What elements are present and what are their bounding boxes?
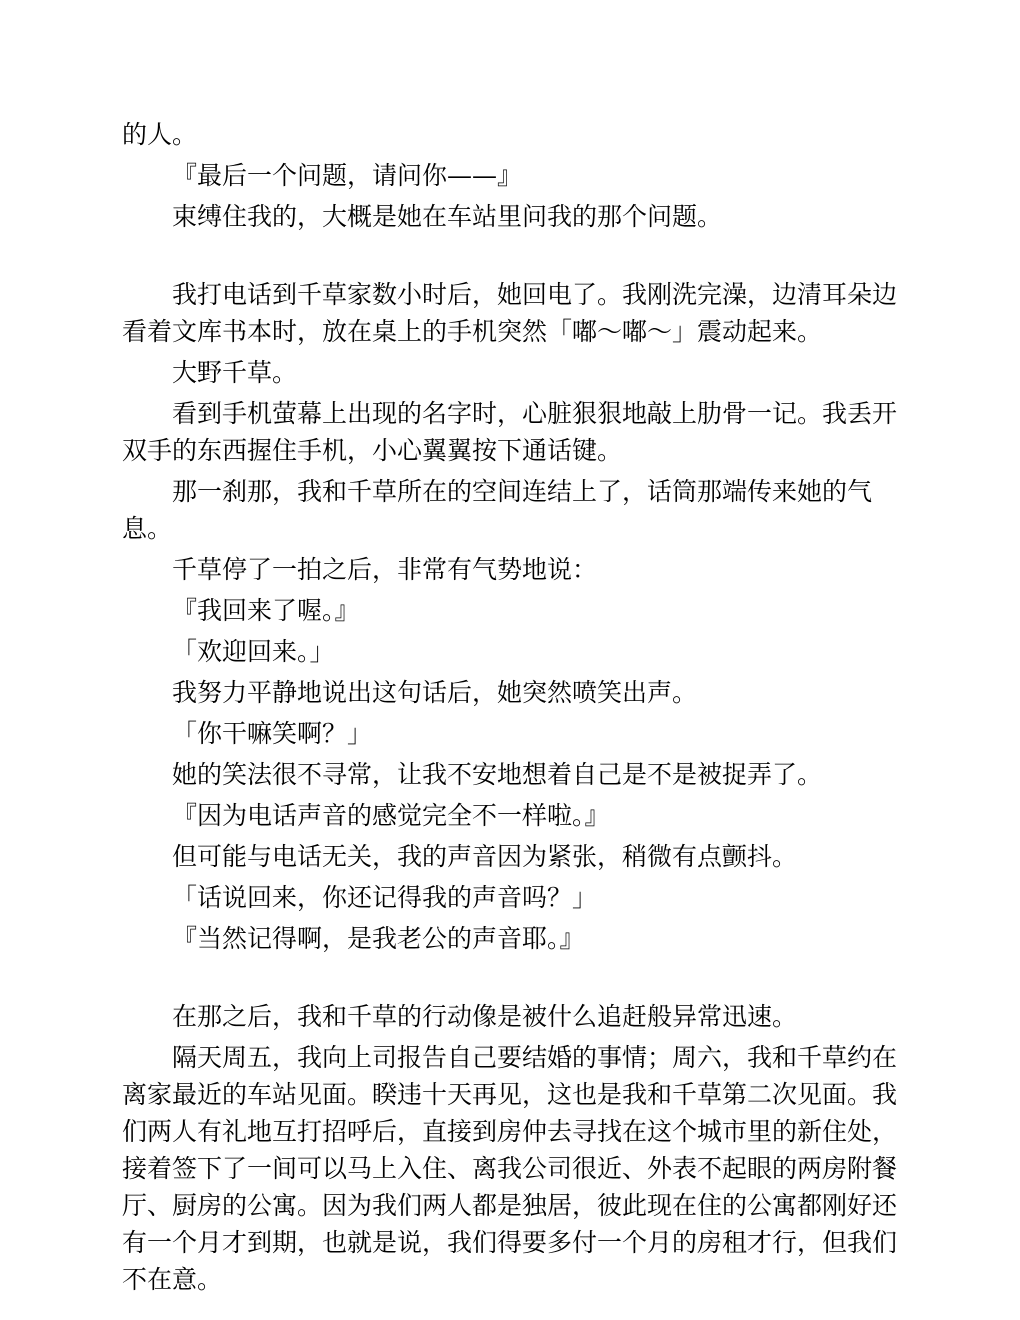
paragraph: 大野千草。 bbox=[172, 358, 298, 387]
dialogue-line: 『因为电话声音的感觉完全不一样啦。』 bbox=[172, 801, 610, 830]
dialogue-line: 「欢迎回来。」 bbox=[172, 637, 335, 666]
dialogue-line: 『我回来了喔。』 bbox=[172, 596, 360, 625]
paragraph: 那一刹那，我和千草所在的空间连结上了，话筒那端传来她的气息。 bbox=[122, 477, 873, 543]
paragraph: 的人。 bbox=[122, 120, 198, 149]
paragraph: 『最后一个问题，请问你——』 bbox=[172, 161, 523, 190]
section-break bbox=[122, 239, 898, 276]
paragraph: 她的笑法很不寻常，让我不安地想着自己是不是被捉弄了。 bbox=[172, 760, 823, 789]
paragraph: 我努力平静地说出这句话后，她突然喷笑出声。 bbox=[172, 678, 698, 707]
dialogue-line: 「话说回来，你还记得我的声音吗？」 bbox=[172, 883, 598, 912]
paragraph: 但可能与电话无关，我的声音因为紧张，稍微有点颤抖。 bbox=[172, 842, 798, 871]
paragraph: 看到手机萤幕上出现的名字时，心脏狠狠地敲上肋骨一记。我丢开双手的东西握住手机，小心翼翼按下通话键。 bbox=[122, 399, 898, 465]
paragraph: 千草停了一拍之后，非常有气势地说： bbox=[172, 555, 598, 584]
dialogue-line: 「你干嘛笑啊？」 bbox=[172, 719, 373, 748]
body-text bbox=[122, 116, 898, 1302]
dialogue-line: 『当然记得啊，是我老公的声音耶。』 bbox=[172, 924, 585, 953]
paragraph: 在那之后，我和千草的行动像是被什么追赶般异常迅速。 bbox=[172, 1002, 798, 1031]
paragraph: 隔天周五，我向上司报告自己要结婚的事情；周六，我和千草约在离家最近的车站见面。睽违十天再见，这也是我和千草第二次见面。我们两人有礼地互打招呼后，直接到房仲去寻找在这个城市里的新住处，接着签下了一间可以马上入住、离我公司很近、外表不起眼的两房附餐厅、厨房的公寓。因为我们两人都是独居，彼此现在住的公寓都刚好还有一个月才到期，也就是说，我们得要多付一个月的房租才行，但我们不在意。 bbox=[122, 1043, 898, 1294]
section-break bbox=[122, 961, 898, 998]
paragraph: 我打电话到千草家数小时后，她回电了。我刚洗完澡，边清耳朵边看着文库书本时，放在桌上的手机突然「嘟～嘟～」震动起来。 bbox=[122, 280, 898, 346]
paragraph: 束缚住我的，大概是她在车站里问我的那个问题。 bbox=[172, 202, 723, 231]
